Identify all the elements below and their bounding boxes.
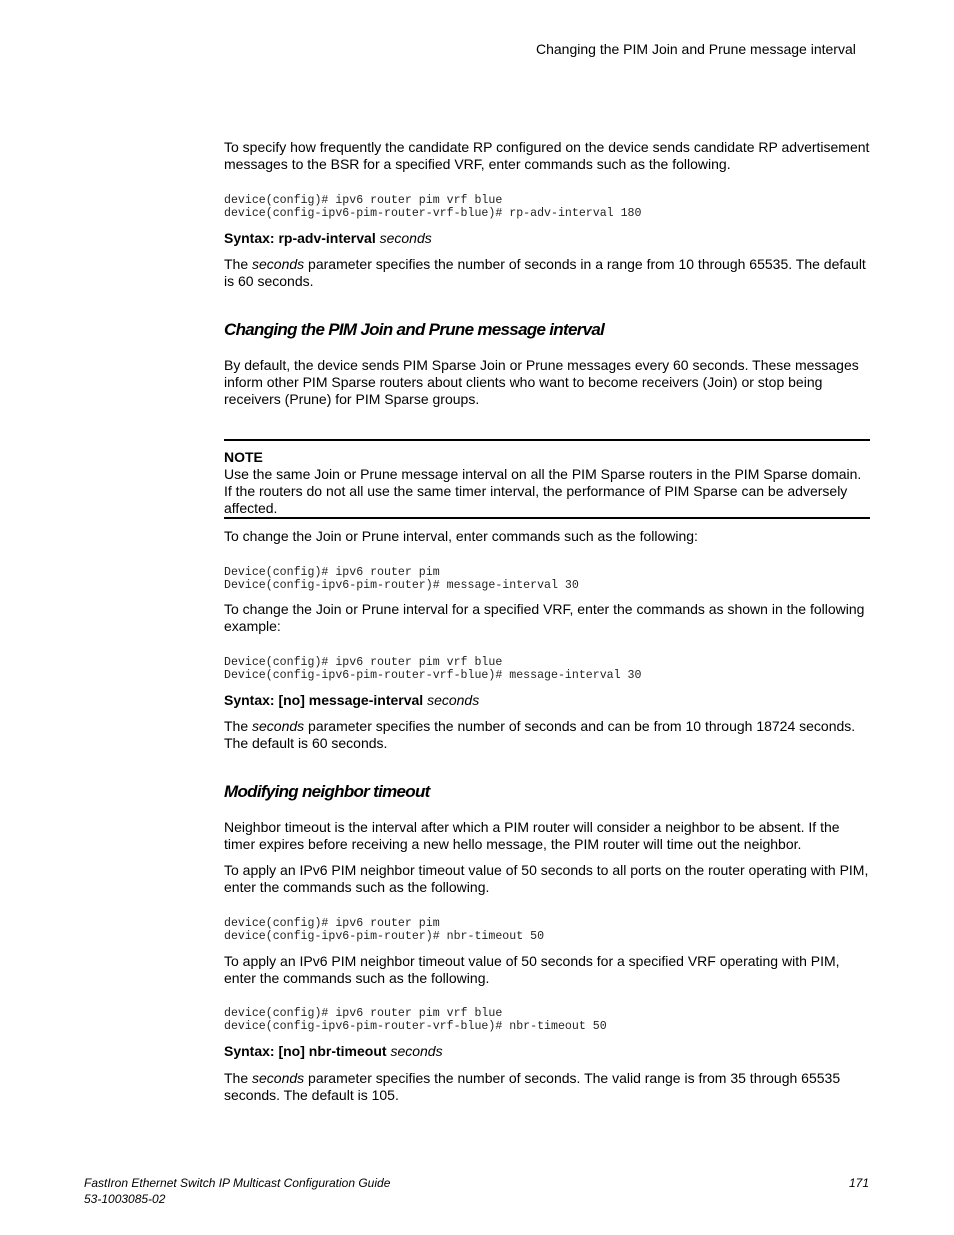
join-prune-description: The seconds parameter specifies the number of seconds and can be from 10 through 18724 seconds. The default is 60 seconds. <box>224 718 856 751</box>
join-prune-intro: By default, the device sends PIM Sparse Join or Prune messages every 60 seconds. These messages inform other PIM Sparse routers about clients who want to become receivers (Join) or stop being receivers (Prune) for PIM Sparse groups. <box>224 357 859 407</box>
footer-doc-number: 53-1003085-02 <box>84 1192 166 1206</box>
running-header: Changing the PIM Join and Prune message interval <box>536 41 856 57</box>
join-prune-code-block: Device(config)# ipv6 router pim Device(config-ipv6-pim-router)# message-interval 30 <box>224 566 579 592</box>
note-top-rule <box>224 439 870 441</box>
neighbor-intro: Neighbor timeout is the interval after which a PIM router will consider a neighbor to be absent. If the timer expires before receiving a new hello message, the PIM router will time out the neighbor. <box>224 819 840 852</box>
note-title: NOTE <box>224 449 263 465</box>
syntax-param: seconds <box>379 230 432 246</box>
neighbor-apply-text: To apply an IPv6 PIM neighbor timeout value of 50 seconds to all ports on the router operating with PIM, enter the commands such as the following. <box>224 862 869 895</box>
syntax-command: Syntax: rp-adv-interval <box>224 230 376 246</box>
syntax-param: seconds <box>427 692 480 708</box>
neighbor-vrf-code-block: device(config)# ipv6 router pim vrf blue device(config-ipv6-pim-router-vrf-blue)# nbr-timeout 50 <box>224 1007 607 1033</box>
section-heading-join-prune: Changing the PIM Join and Prune message interval <box>224 320 605 339</box>
syntax-command: Syntax: [no] message-interval <box>224 692 424 708</box>
neighbor-vrf-text: To apply an IPv6 PIM neighbor timeout value of 50 seconds for a specified VRF operating with PIM, enter the commands such as the following. <box>224 953 840 986</box>
note-bottom-rule <box>224 517 870 519</box>
note-text: Use the same Join or Prune message interval on all the PIM Sparse routers in the PIM Sparse domain. If the routers do not all use the same timer interval, the performance of PIM Sparse can be adversely affected. <box>224 466 862 516</box>
neighbor-description: The seconds parameter specifies the number of seconds. The valid range is from 35 through 65535 seconds. The default is 105. <box>224 1070 841 1103</box>
neighbor-syntax <box>224 1043 872 1060</box>
join-prune-vrf-text: To change the Join or Prune interval for a specified VRF, enter the commands as shown in the following example: <box>224 601 865 634</box>
rp-adv-intro: To specify how frequently the candidate RP configured on the device sends candidate RP advertisement messages to the BSR for a specified VRF, enter commands such as the following. <box>224 139 870 172</box>
join-prune-change-text: To change the Join or Prune interval, enter commands such as the following: <box>224 528 698 544</box>
rp-adv-description: The seconds parameter specifies the number of seconds in a range from 10 through 65535. The default is 60 seconds. <box>224 256 866 289</box>
rp-adv-syntax <box>224 230 872 247</box>
section-heading-neighbor-timeout: Modifying neighbor timeout <box>224 782 430 801</box>
join-prune-syntax <box>224 692 872 709</box>
neighbor-code-block: device(config)# ipv6 router pim device(config-ipv6-pim-router)# nbr-timeout 50 <box>224 917 545 943</box>
footer-page-number: 171 <box>849 1176 870 1190</box>
footer-doc-title: FastIron Ethernet Switch IP Multicast Configuration Guide <box>84 1176 391 1190</box>
syntax-param: seconds <box>390 1043 443 1059</box>
join-prune-vrf-code-block: Device(config)# ipv6 router pim vrf blue Device(config-ipv6-pim-router-vrf-blue)# message-interval 30 <box>224 656 642 682</box>
syntax-command: Syntax: [no] nbr-timeout <box>224 1043 387 1059</box>
rp-adv-code-block: device(config)# ipv6 router pim vrf blue device(config-ipv6-pim-router-vrf-blue)# rp-adv-interval 180 <box>224 194 642 220</box>
